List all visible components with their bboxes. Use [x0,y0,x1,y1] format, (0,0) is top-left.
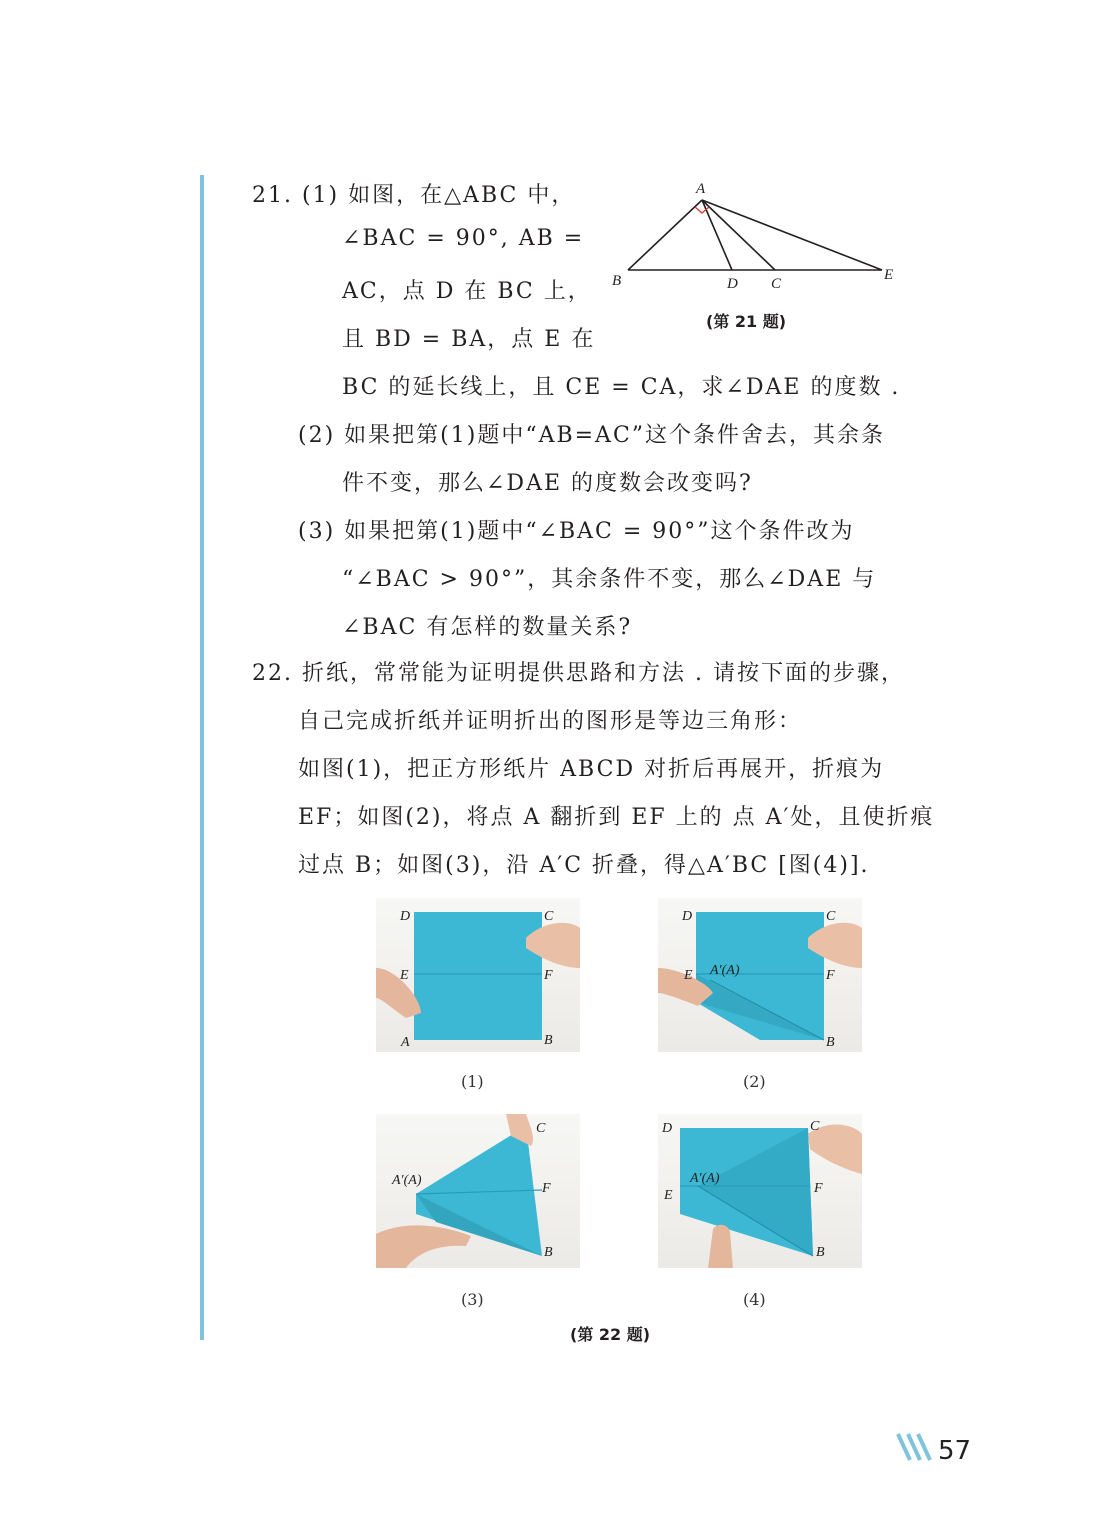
figure-22-caption: (第 22 题) [570,1325,651,1344]
label-b: B [612,273,622,289]
label-e: E [664,1188,673,1203]
fold-photo-2 [658,898,862,1052]
segment-ac [702,200,775,270]
label-f: F [814,1181,823,1196]
problem-21-part-3-line-3: ∠BAC 有怎样的数量关系? [342,615,633,640]
label-e: E [884,267,894,283]
label-c: C [826,909,836,924]
page-number: 57 [938,1436,972,1466]
problem-22-line-4: EF；如图(2)，将点 A 翻折到 EF 上的 点 A′处，且使折痕 [298,805,935,830]
label-f: F [826,968,835,983]
label-c: C [771,276,782,292]
problem-22-line-3: 如图(1)，把正方形纸片 ABCD 对折后再展开，折痕为 [298,757,885,782]
label-d: D [682,909,693,924]
label-d: D [400,909,411,924]
label-e: E [684,968,693,983]
photo-1-caption: (1) [461,1072,484,1091]
problem-22-line-2: 自己完成折纸并证明折出的图形是等边三角形： [298,709,803,734]
label-f: F [542,1181,551,1196]
segment-ae [702,200,882,270]
page-number-stripes-icon [896,1432,938,1462]
label-e: E [400,968,409,983]
triangle-figure [605,178,905,298]
problem-21-line-4: 且 BD = BA，点 E 在 [342,327,596,352]
fold-photo-4 [658,1114,862,1268]
problem-21-part-2-line-1: (2) 如果把第(1)题中“AB=AC”这个条件舍去，其余条 [298,423,886,448]
hand-bottom [708,1225,733,1268]
margin-accent-line [200,175,204,1340]
label-a-prime: A′(A) [710,963,740,978]
figure-21-caption: (第 21 题) [706,312,787,331]
problem-21-line-1: 21. (1) 如图，在△ABC 中， [252,183,576,208]
photo-4-caption: (4) [743,1290,766,1309]
photo-3-caption: (3) [461,1290,484,1309]
problem-21-line-2: ∠BAC = 90°, AB = [342,226,585,251]
paper-square [414,912,542,1040]
label-b: B [544,1033,553,1048]
segment-ab [628,200,702,270]
label-b: B [544,1245,553,1260]
problem-21-line-5: BC 的延长线上，且 CE = CA，求∠DAE 的度数 . [342,375,901,400]
label-b: B [816,1245,825,1260]
problem-21-part-2-line-2: 件不变，那么∠DAE 的度数会改变吗? [342,471,753,496]
label-c: C [544,909,554,924]
label-a-prime: A′(A) [690,1171,720,1186]
photo-2-caption: (2) [743,1072,766,1091]
hand-bottom [376,1225,471,1268]
problem-22-line-5: 过点 B；如图(3)，沿 A′C 折叠，得△A′BC [图(4)]. [298,853,870,878]
problem-21-part-3-line-1: (3) 如果把第(1)题中“∠BAC = 90°”这个条件改为 [298,519,855,544]
fold-photo-3 [376,1114,580,1268]
label-d: D [727,276,738,292]
label-d: D [662,1121,673,1136]
label-c: C [810,1119,820,1134]
problem-22-line-1: 22. 折纸，常常能为证明提供思路和方法 . 请按下面的步骤， [252,661,905,686]
label-c: C [536,1121,546,1136]
fold-photo-1 [376,898,580,1052]
problem-21-line-3: AC，点 D 在 BC 上， [342,279,592,304]
label-b: B [826,1035,835,1050]
problem-21-part-3-line-2: “∠BAC > 90°”，其余条件不变，那么∠DAE 与 [342,567,877,592]
label-a: A [696,181,706,197]
label-a: A [401,1035,410,1050]
label-f: F [544,968,553,983]
label-a-prime: A′(A) [392,1173,422,1188]
